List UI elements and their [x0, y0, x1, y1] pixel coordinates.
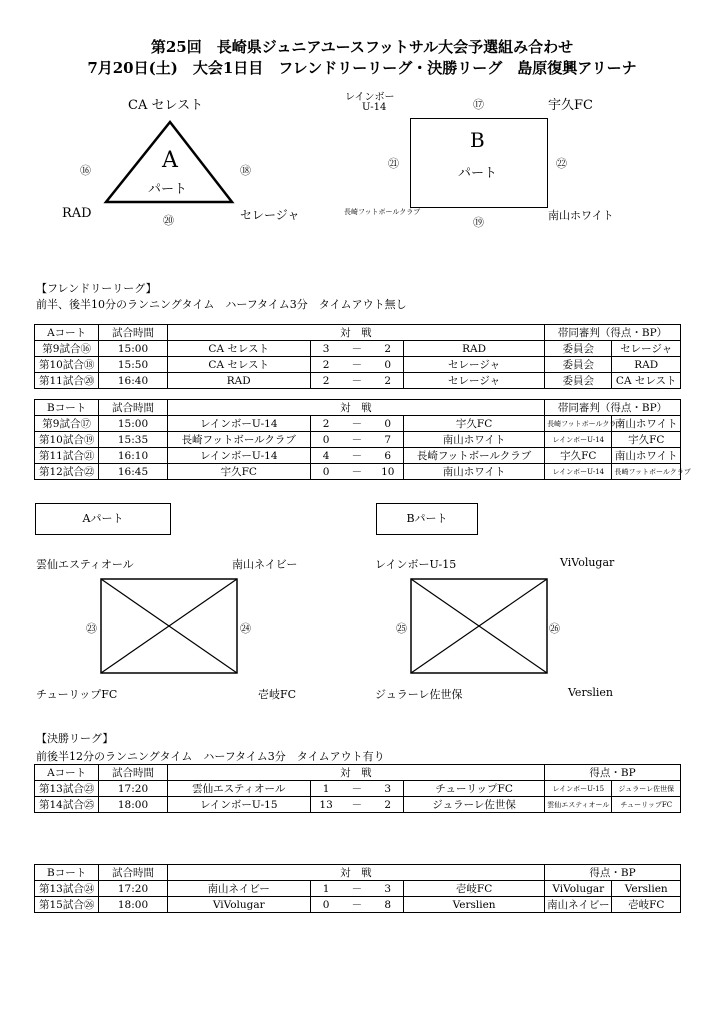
table-header-row — [35, 765, 681, 781]
game-time: 15:35 — [99, 432, 167, 448]
score-dash: － — [341, 781, 372, 797]
team-verslien: Verslien — [568, 686, 613, 699]
home-team: 雲仙エスティオール — [167, 781, 310, 797]
final-rules: 前後半12分のランニングタイム ハーフタイム3分 タイムアウト有り — [36, 750, 385, 763]
friendly-heading: 【フレンドリーリーグ】 — [36, 282, 157, 295]
score-dash: － — [341, 373, 372, 389]
b-part-letter: B — [470, 128, 485, 152]
match-marker-25: ㉕ — [396, 622, 407, 635]
col-time: 試合時間 — [99, 765, 167, 781]
away-score: 3 — [372, 881, 403, 897]
table-row — [35, 897, 681, 913]
score-dash: － — [341, 897, 372, 913]
game-time: 17:20 — [99, 881, 167, 897]
away-team: 南山ホワイト — [404, 432, 545, 448]
team-jurare-sasebo: ジュラーレ佐世保 — [375, 688, 463, 701]
referee-1: 委員会 — [545, 357, 612, 373]
col-referee: 帯同審判（得点・BP） — [545, 325, 681, 341]
match-marker-17: ⑰ — [473, 98, 484, 111]
home-score: 2 — [310, 373, 341, 389]
final-table-a — [34, 764, 681, 813]
score-dash: － — [341, 797, 372, 813]
away-team: 南山ホワイト — [404, 464, 545, 480]
home-team: 宇久FC — [167, 464, 310, 480]
away-team: チューリップFC — [404, 781, 545, 797]
away-team: セレージャ — [404, 357, 545, 373]
referee-2: 壱岐FC — [612, 897, 681, 913]
away-team: ジュラーレ佐世保 — [404, 797, 545, 813]
away-score: 8 — [372, 897, 403, 913]
match-marker-26: ㉖ — [549, 622, 560, 635]
col-time: 試合時間 — [99, 400, 167, 416]
a-part-letter: A — [162, 148, 178, 173]
away-score: 0 — [372, 416, 403, 432]
away-team: RAD — [404, 341, 545, 357]
away-score: 7 — [372, 432, 403, 448]
friendly-rules: 前半、後半10分のランニングタイム ハーフタイム3分 タイムアウト無し — [36, 298, 407, 311]
referee-2: ジュラーレ佐世保 — [612, 781, 681, 797]
col-time: 試合時間 — [99, 325, 167, 341]
referee-2: 南山ホワイト — [612, 416, 681, 432]
table-row — [35, 341, 681, 357]
home-team: レインボーU-15 — [167, 797, 310, 813]
game-label: 第9試合⑯ — [35, 341, 99, 357]
col-match: 対 戦 — [167, 325, 544, 341]
match-marker-23: ㉓ — [86, 622, 97, 635]
referee-2: CA セレスト — [612, 373, 681, 389]
game-label: 第11試合㉑ — [35, 448, 99, 464]
table-header-row — [35, 325, 681, 341]
away-score: 3 — [372, 781, 403, 797]
game-time: 15:00 — [99, 416, 167, 432]
col-time: 試合時間 — [99, 865, 167, 881]
referee-2: 宇久FC — [612, 432, 681, 448]
team-uku-fc: 宇久FC — [548, 98, 593, 113]
home-team: 長崎フットボールクラブ — [167, 432, 310, 448]
referee-1: 委員会 — [545, 341, 612, 357]
friendly-table-b — [34, 399, 691, 480]
final-table-b — [34, 864, 681, 913]
game-label: 第11試合⑳ — [35, 373, 99, 389]
home-team: 南山ネイビー — [167, 881, 310, 897]
home-team: RAD — [167, 373, 310, 389]
col-court: Bコート — [35, 400, 99, 416]
match-marker-19: ⑲ — [473, 216, 484, 229]
col-referee: 帯同審判（得点・BP） — [545, 400, 681, 416]
team-tulip-fc: チューリップFC — [36, 688, 118, 701]
home-team: レインボーU-14 — [167, 416, 310, 432]
score-dash: － — [341, 341, 372, 357]
table-row — [35, 416, 681, 432]
game-label: 第15試合㉖ — [35, 897, 99, 913]
home-score: 4 — [310, 448, 341, 464]
team-unzen-estiol: 雲仙エスティオール — [36, 558, 134, 571]
table-header-row — [35, 400, 681, 416]
col-match: 対 戦 — [167, 765, 544, 781]
team-celeja: セレージャ — [240, 208, 300, 222]
referee-1: レインボーU-14 — [545, 432, 612, 448]
col-court: Aコート — [35, 325, 99, 341]
b-part-label: パート — [458, 166, 498, 181]
referee-2: セレージャ — [612, 341, 681, 357]
away-team: 長崎フットボールクラブ — [404, 448, 545, 464]
away-team: Verslien — [404, 897, 545, 913]
home-team: レインボーU-14 — [167, 448, 310, 464]
match-marker-18: ⑱ — [240, 164, 251, 177]
game-label: 第10試合⑲ — [35, 432, 99, 448]
table-row — [35, 432, 681, 448]
referee-1: ViVolugar — [545, 881, 612, 897]
col-score-bp: 得点・BP — [545, 865, 681, 881]
table-row — [35, 781, 681, 797]
away-team: セレージャ — [404, 373, 545, 389]
col-court: Bコート — [35, 865, 99, 881]
team-rad: RAD — [62, 206, 92, 221]
away-score: 0 — [372, 357, 403, 373]
home-team: CA セレスト — [167, 341, 310, 357]
final-heading: 【決勝リーグ】 — [36, 732, 114, 745]
referee-2: RAD — [612, 357, 681, 373]
away-score: 6 — [372, 448, 403, 464]
referee-1: 雲仙エスティオール — [545, 797, 612, 813]
home-score: 13 — [310, 797, 341, 813]
home-score: 0 — [310, 432, 341, 448]
page-subtitle: 7月20日(土) 大会1日目 フレンドリーリーグ・決勝リーグ 島原復興アリーナ — [87, 59, 637, 77]
game-time: 16:10 — [99, 448, 167, 464]
away-score: 2 — [372, 341, 403, 357]
away-score: 10 — [372, 464, 403, 480]
match-marker-22: ㉒ — [556, 157, 567, 170]
team-rainbow-u15: レインボーU-15 — [375, 558, 457, 571]
home-team: ViVolugar — [167, 897, 310, 913]
match-marker-24: ㉔ — [240, 622, 251, 635]
game-time: 16:40 — [99, 373, 167, 389]
team-iki-fc: 壱岐FC — [258, 688, 297, 701]
table-row — [35, 464, 681, 480]
score-dash: － — [341, 432, 372, 448]
a-part-label: パート — [148, 182, 188, 197]
game-label: 第10試合⑱ — [35, 357, 99, 373]
game-label: 第12試合㉒ — [35, 464, 99, 480]
game-time: 18:00 — [99, 797, 167, 813]
home-score: 0 — [310, 897, 341, 913]
team-nagasaki-fc: 長崎フットボールクラブ — [344, 208, 421, 216]
referee-1: 委員会 — [545, 373, 612, 389]
match-marker-16: ⑯ — [80, 164, 91, 177]
table-row — [35, 797, 681, 813]
game-time: 18:00 — [99, 897, 167, 913]
game-label: 第13試合㉔ — [35, 881, 99, 897]
col-match: 対 戦 — [167, 400, 544, 416]
away-team: 宇久FC — [404, 416, 545, 432]
score-dash: － — [341, 881, 372, 897]
referee-2: Verslien — [612, 881, 681, 897]
team-minamiyama-white: 南山ホワイト — [548, 209, 614, 222]
referee-1: 長崎フットボールクラブ — [545, 416, 612, 432]
referee-2: 長崎フットボールクラブ — [612, 464, 681, 480]
team-rainbow-u14-line2: U-14 — [362, 102, 387, 113]
game-label: 第13試合㉓ — [35, 781, 99, 797]
referee-2: 南山ホワイト — [612, 448, 681, 464]
score-dash: － — [341, 357, 372, 373]
home-score: 0 — [310, 464, 341, 480]
away-score: 2 — [372, 373, 403, 389]
col-score-bp: 得点・BP — [545, 765, 681, 781]
home-team: CA セレスト — [167, 357, 310, 373]
table-row — [35, 448, 681, 464]
referee-1: 南山ネイビー — [545, 897, 612, 913]
game-label: 第9試合⑰ — [35, 416, 99, 432]
score-dash: － — [341, 416, 372, 432]
table-row — [35, 881, 681, 897]
home-score: 2 — [310, 357, 341, 373]
table-row — [35, 373, 681, 389]
game-time: 17:20 — [99, 781, 167, 797]
table-header-row — [35, 865, 681, 881]
game-time: 16:45 — [99, 464, 167, 480]
team-vivolugar: ViVolugar — [560, 556, 615, 569]
referee-2: チューリップFC — [612, 797, 681, 813]
referee-1: レインボーU-15 — [545, 781, 612, 797]
team-rainbow-u14-line1: レインボー — [345, 92, 395, 103]
final-b-cross-box — [410, 578, 548, 674]
page-title: 第25回 長崎県ジュニアユースフットサル大会予選組み合わせ — [150, 38, 574, 56]
game-time: 15:50 — [99, 357, 167, 373]
match-marker-20: ⑳ — [163, 214, 174, 227]
game-time: 15:00 — [99, 341, 167, 357]
final-a-part-box: Aパート — [35, 503, 171, 535]
referee-1: 宇久FC — [545, 448, 612, 464]
match-marker-21: ㉑ — [388, 157, 399, 170]
away-team: 壱岐FC — [404, 881, 545, 897]
home-score: 3 — [310, 341, 341, 357]
col-court: Aコート — [35, 765, 99, 781]
referee-1: レインボーU-14 — [545, 464, 612, 480]
friendly-table-a — [34, 324, 681, 389]
game-label: 第14試合㉕ — [35, 797, 99, 813]
score-dash: － — [341, 464, 372, 480]
col-match: 対 戦 — [167, 865, 544, 881]
team-ca-celeste: CA セレスト — [128, 98, 204, 113]
final-b-part-box: Bパート — [376, 503, 478, 535]
away-score: 2 — [372, 797, 403, 813]
table-row — [35, 357, 681, 373]
home-score: 1 — [310, 781, 341, 797]
final-a-cross-box — [100, 578, 238, 674]
home-score: 1 — [310, 881, 341, 897]
team-minamiyama-navy: 南山ネイビー — [232, 558, 298, 571]
score-dash: － — [341, 448, 372, 464]
home-score: 2 — [310, 416, 341, 432]
